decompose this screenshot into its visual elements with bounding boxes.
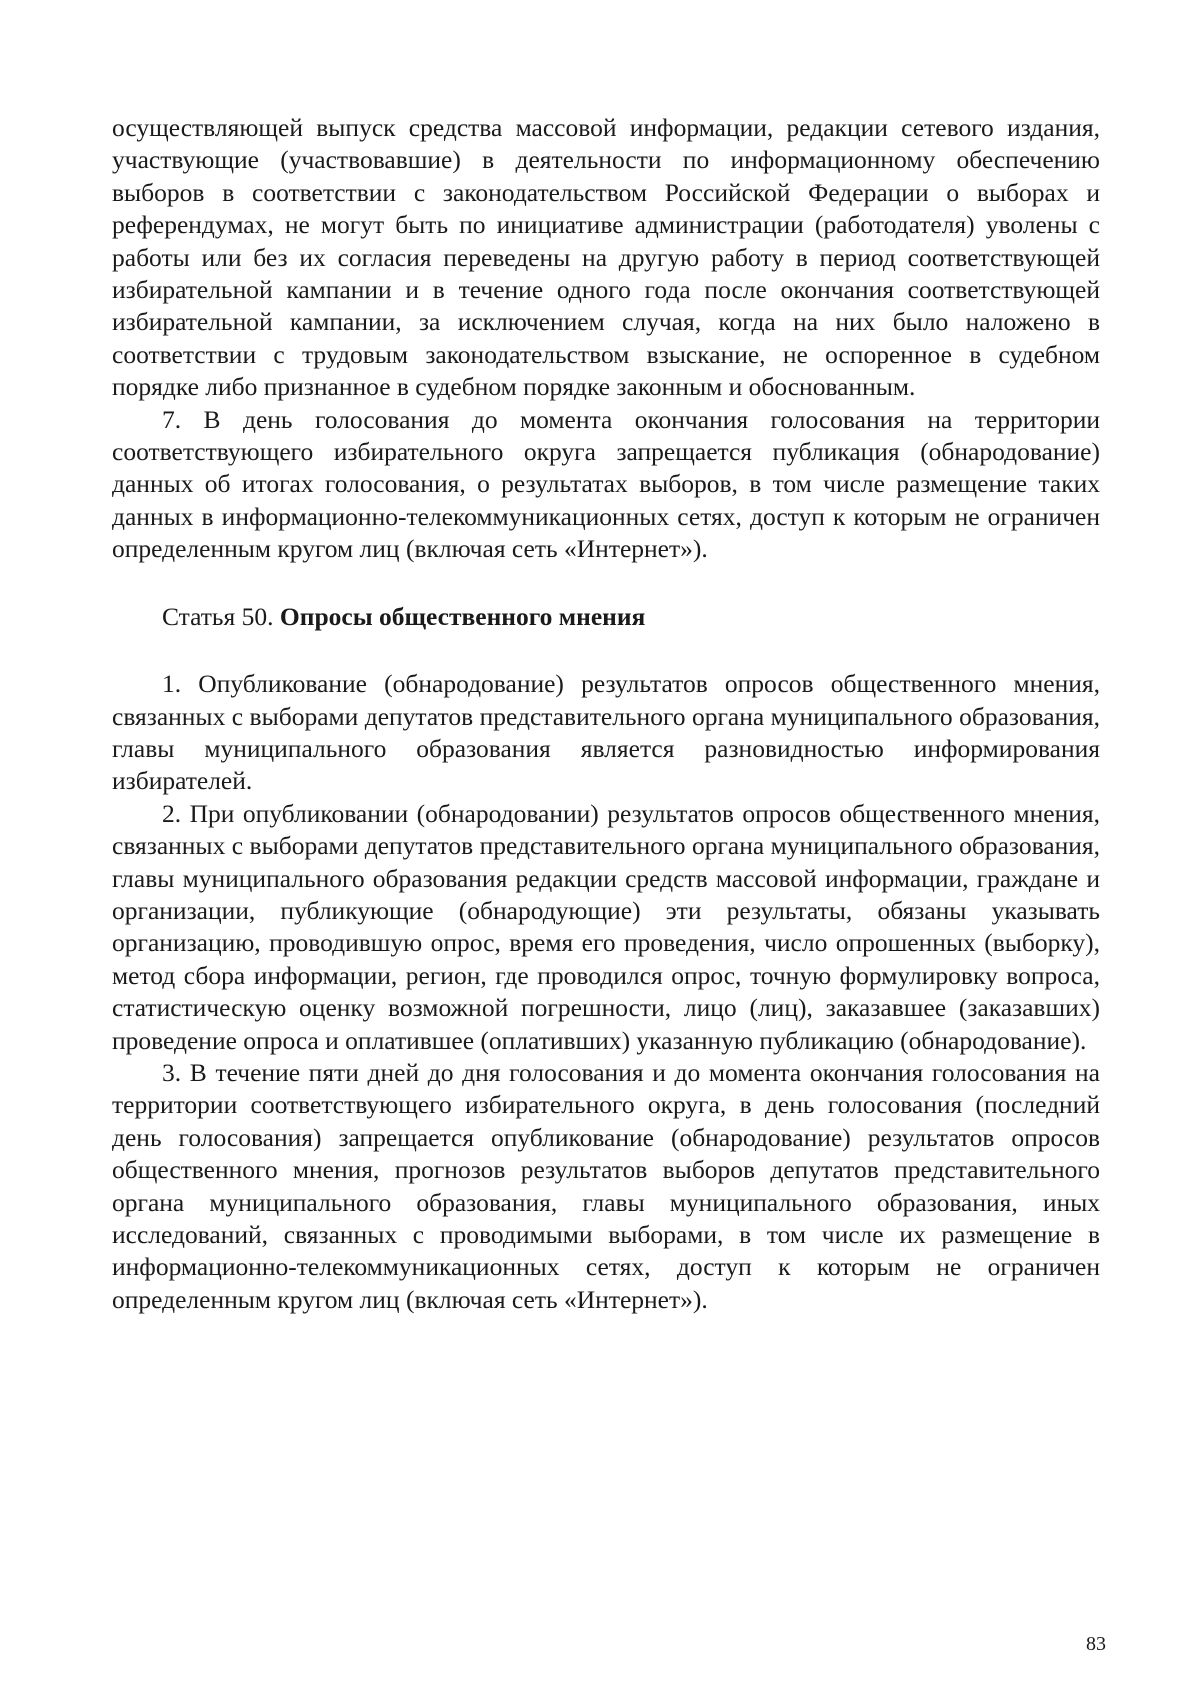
article-50-heading [112, 601, 1100, 633]
article-50-paragraph-2: 2. При опубликовании (обнародовании) результатов опросов общественного мнения, связанных с выборами депутатов представительного органа муниципального образования, главы муниципального образования редакции средств массовой информации, граждане и организации, публикующие (обнародующие) эти результаты, обязаны указывать организацию, проводившую опрос, время его проведения, число опрошенных (выборку), метод сбора информации, регион, где проводился опрос, точную формулировку вопроса, статистическую оценку возможной погрешности, лицо (лиц), заказавшее (заказавших) проведение опроса и оплатившее (оплативших) указанную публикацию (обнародование). [112, 798, 1100, 1055]
article-50-paragraph-3: 3. В течение пяти дней до дня голосования и до момента окончания голосования на территории соответствующего избирательного округа, в день голосования (последний день голосования) запрещается опубликование (обнародование) результатов опросов общественного мнения, прогнозов результатов выборов депутатов представительного органа муниципального образования, главы муниципального образования, иных исследований, связанных с проводимыми выборами, в том числе их размещение в информационно-телекоммуникационных сетях, доступ к которым не ограничен определенным кругом лиц (включая сеть «Интернет»). [112, 1057, 1100, 1314]
article-50-paragraph-1: 1. Опубликование (обнародование) результатов опросов общественного мнения, связанных с выборами депутатов представительного органа муниципального образования, главы муниципального образования является разновидностью информирования избирателей. [112, 669, 1100, 796]
page-number: 83 [1086, 1633, 1106, 1655]
document-body [112, 112, 1100, 1316]
article-50-title: Опросы общественного мнения [279, 601, 646, 631]
continuation-paragraph: осуществляющей выпуск средства массовой информации, редакции сетевого издания, участвующие (участвовавшие) в деятельности по информационному обеспечению выборов в соответствии с законодательством Российской Федерации о выборах и референдумах, не могут быть по инициативе администрации (работодателя) уволены с работы или без их согласия переведены на другую работу в период соответствующей избирательной кампании и в течение одного года после окончания соответствующей избирательной кампании, за исключением случая, когда на них было наложено в соответствии с трудовым законодательством взыскание, не оспоренное в судебном порядке либо признанное в судебном порядке законным и обоснованным. [112, 113, 1100, 402]
article-50-label: Статья 50. [162, 601, 280, 631]
paragraph-7: 7. В день голосования до момента окончания голосования на территории соответствующего избирательного округа запрещается публикация (обнародование) данных об итогах голосования, о результатах выборов, в том числе размещение таких данных в информационно-телекоммуникационных сетях, доступ к которым не ограничен определенным кругом лиц (включая сеть «Интернет»). [112, 404, 1100, 564]
